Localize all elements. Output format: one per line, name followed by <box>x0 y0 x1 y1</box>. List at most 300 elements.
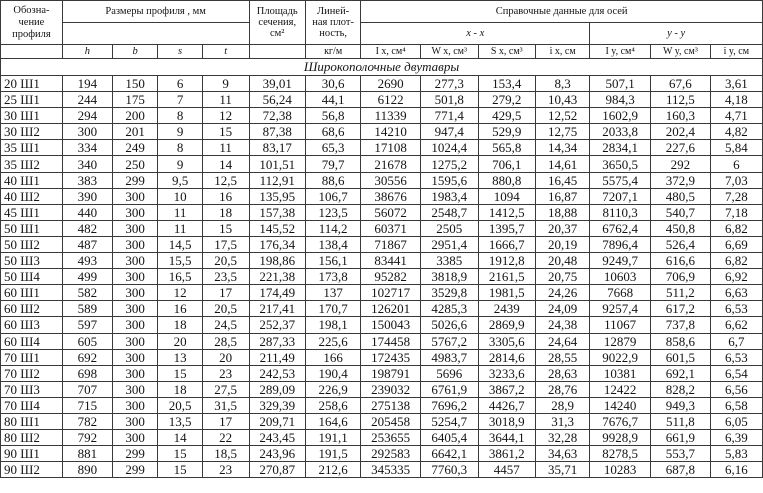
cell-b: 300 <box>112 349 158 365</box>
cell-t: 12 <box>202 108 249 124</box>
cell-Wx: 7696,2 <box>420 397 478 413</box>
cell-Ix: 205458 <box>361 413 421 429</box>
cell-h: 482 <box>62 220 112 236</box>
table-row <box>1 236 763 252</box>
cell-Wy: 706,9 <box>651 269 711 285</box>
cell-Sx: 4457 <box>478 462 536 478</box>
cell-s: 11 <box>158 220 202 236</box>
cell-Wy: 692,1 <box>651 365 711 381</box>
cell-Sx: 1412,5 <box>478 204 536 220</box>
header-Iy: I y, см⁴ <box>590 45 651 59</box>
table-row <box>1 365 763 381</box>
cell-Wy: 67,6 <box>651 76 711 92</box>
cell-h: 698 <box>62 365 112 381</box>
cell-h: 383 <box>62 172 112 188</box>
cell-name: 50 Ш3 <box>1 253 63 269</box>
cell-Sx: 1094 <box>478 188 536 204</box>
cell-Sx: 529,9 <box>478 124 536 140</box>
cell-t: 11 <box>202 92 249 108</box>
cell-name: 60 Ш1 <box>1 285 63 301</box>
cell-Iy: 984,3 <box>590 92 651 108</box>
cell-A: 145,52 <box>249 220 305 236</box>
cell-name: 50 Ш2 <box>1 236 63 252</box>
header-designation-text: Обозна- чение профиля <box>12 4 51 40</box>
cell-A: 101,51 <box>249 156 305 172</box>
cell-Sx: 2439 <box>478 301 536 317</box>
cell-Sx: 279,2 <box>478 92 536 108</box>
table-row <box>1 172 763 188</box>
cell-Sx: 3861,2 <box>478 446 536 462</box>
cell-Iy: 6762,4 <box>590 220 651 236</box>
cell-name: 25 Ш1 <box>1 92 63 108</box>
table-row <box>1 430 763 446</box>
table-row <box>1 317 763 333</box>
cell-Wx: 2951,4 <box>420 236 478 252</box>
table-row <box>1 413 763 429</box>
cell-b: 200 <box>112 108 158 124</box>
cell-ix: 16,45 <box>536 172 590 188</box>
table-row <box>1 285 763 301</box>
cell-Ix: 275138 <box>361 397 421 413</box>
header-axis-xx-text: x - x <box>466 28 485 39</box>
cell-Sx: 706,1 <box>478 156 536 172</box>
cell-Wy: 480,5 <box>651 188 711 204</box>
cell-A: 243,96 <box>249 446 305 462</box>
cell-Iy: 9257,4 <box>590 301 651 317</box>
cell-m: 30,6 <box>305 76 360 92</box>
table-row <box>1 92 763 108</box>
cell-s: 7 <box>158 92 202 108</box>
cell-ix: 28,9 <box>536 397 590 413</box>
cell-Ix: 60371 <box>361 220 421 236</box>
cell-name: 40 Ш1 <box>1 172 63 188</box>
cell-iy: 6,7 <box>710 333 762 349</box>
header-area-text: Площадь сечения, см² <box>256 6 298 39</box>
header-density-unit: кг/м <box>305 45 360 59</box>
cell-Wy: 526,4 <box>651 236 711 252</box>
cell-t: 15 <box>202 220 249 236</box>
cell-s: 9 <box>158 124 202 140</box>
cell-h: 244 <box>62 92 112 108</box>
cell-m: 258,6 <box>305 397 360 413</box>
cell-A: 135,95 <box>249 188 305 204</box>
cell-b: 300 <box>112 285 158 301</box>
cell-ix: 10,43 <box>536 92 590 108</box>
cell-Sx: 3305,6 <box>478 333 536 349</box>
cell-A: 287,33 <box>249 333 305 349</box>
cell-Wx: 277,3 <box>420 76 478 92</box>
cell-m: 173,8 <box>305 269 360 285</box>
cell-m: 56,8 <box>305 108 360 124</box>
cell-Ix: 198791 <box>361 365 421 381</box>
cell-ix: 8,3 <box>536 76 590 92</box>
cell-Wx: 6405,4 <box>420 430 478 446</box>
cell-Sx: 880,8 <box>478 172 536 188</box>
table-row <box>1 397 763 413</box>
header-axis-xx <box>361 23 590 45</box>
cell-Wx: 3818,9 <box>420 269 478 285</box>
header-area-bottom <box>249 45 305 59</box>
table-row <box>1 253 763 269</box>
cell-Sx: 3018,9 <box>478 413 536 429</box>
cell-Iy: 2834,1 <box>590 140 651 156</box>
cell-b: 150 <box>112 76 158 92</box>
header-linear-density <box>305 1 360 45</box>
cell-Wy: 737,8 <box>651 317 711 333</box>
cell-h: 334 <box>62 140 112 156</box>
cell-Sx: 3867,2 <box>478 381 536 397</box>
cell-Iy: 3650,5 <box>590 156 651 172</box>
cell-Wy: 511,2 <box>651 285 711 301</box>
cell-m: 68,6 <box>305 124 360 140</box>
cell-Sx: 2869,9 <box>478 317 536 333</box>
cell-Ix: 6122 <box>361 92 421 108</box>
table-row <box>1 381 763 397</box>
table-row <box>1 124 763 140</box>
cell-b: 300 <box>112 204 158 220</box>
cell-h: 487 <box>62 236 112 252</box>
cell-t: 27,5 <box>202 381 249 397</box>
cell-s: 6 <box>158 76 202 92</box>
cell-A: 243,45 <box>249 430 305 446</box>
cell-Ix: 253655 <box>361 430 421 446</box>
cell-s: 15 <box>158 446 202 462</box>
cell-Ix: 83441 <box>361 253 421 269</box>
cell-Wy: 828,2 <box>651 381 711 397</box>
cell-Wx: 2548,7 <box>420 204 478 220</box>
cell-b: 299 <box>112 462 158 478</box>
cell-Iy: 1602,9 <box>590 108 651 124</box>
cell-name: 30 Ш2 <box>1 124 63 140</box>
header-axis-yy <box>590 23 763 45</box>
cell-b: 300 <box>112 220 158 236</box>
cell-m: 170,7 <box>305 301 360 317</box>
cell-Wy: 112,5 <box>651 92 711 108</box>
cell-name: 50 Ш4 <box>1 269 63 285</box>
table-row <box>1 76 763 92</box>
table-row <box>1 140 763 156</box>
cell-m: 44,1 <box>305 92 360 108</box>
cell-h: 605 <box>62 333 112 349</box>
header-dimensions <box>62 1 249 23</box>
cell-s: 8 <box>158 108 202 124</box>
cell-Wx: 6761,9 <box>420 381 478 397</box>
cell-m: 88,6 <box>305 172 360 188</box>
cell-m: 198,1 <box>305 317 360 333</box>
cell-s: 16 <box>158 301 202 317</box>
cell-iy: 4,18 <box>710 92 762 108</box>
cell-m: 137 <box>305 285 360 301</box>
cell-s: 13,5 <box>158 413 202 429</box>
table-row <box>1 333 763 349</box>
cell-Wy: 372,9 <box>651 172 711 188</box>
cell-t: 17 <box>202 413 249 429</box>
table-row <box>1 301 763 317</box>
cell-iy: 5,83 <box>710 446 762 462</box>
cell-t: 11 <box>202 140 249 156</box>
cell-b: 300 <box>112 317 158 333</box>
cell-iy: 7,18 <box>710 204 762 220</box>
cell-b: 300 <box>112 381 158 397</box>
cell-m: 166 <box>305 349 360 365</box>
cell-Iy: 10603 <box>590 269 651 285</box>
cell-m: 106,7 <box>305 188 360 204</box>
cell-iy: 6,63 <box>710 285 762 301</box>
cell-Iy: 7896,4 <box>590 236 651 252</box>
cell-t: 23,5 <box>202 269 249 285</box>
cell-b: 300 <box>112 236 158 252</box>
cell-Iy: 7668 <box>590 285 651 301</box>
cell-iy: 6,82 <box>710 220 762 236</box>
cell-s: 15 <box>158 462 202 478</box>
cell-b: 249 <box>112 140 158 156</box>
cell-h: 294 <box>62 108 112 124</box>
header-reference-data <box>361 1 763 23</box>
cell-Ix: 102717 <box>361 285 421 301</box>
cell-A: 252,37 <box>249 317 305 333</box>
cell-ix: 24,64 <box>536 333 590 349</box>
cell-ix: 16,87 <box>536 188 590 204</box>
cell-b: 300 <box>112 253 158 269</box>
cell-t: 23 <box>202 462 249 478</box>
cell-Sx: 565,8 <box>478 140 536 156</box>
cell-s: 12 <box>158 285 202 301</box>
cell-ix: 24,38 <box>536 317 590 333</box>
cell-Wx: 1275,2 <box>420 156 478 172</box>
cell-Wy: 511,8 <box>651 413 711 429</box>
cell-Ix: 292583 <box>361 446 421 462</box>
cell-iy: 7,03 <box>710 172 762 188</box>
header-Wx: W x, см³ <box>420 45 478 59</box>
table-row <box>1 462 763 478</box>
cell-h: 692 <box>62 349 112 365</box>
cell-iy: 6,82 <box>710 253 762 269</box>
cell-name: 70 Ш3 <box>1 381 63 397</box>
cell-name: 20 Ш1 <box>1 76 63 92</box>
cell-Iy: 11067 <box>590 317 651 333</box>
cell-t: 9 <box>202 76 249 92</box>
cell-h: 597 <box>62 317 112 333</box>
cell-iy: 5,84 <box>710 140 762 156</box>
cell-Ix: 14210 <box>361 124 421 140</box>
cell-Iy: 9249,7 <box>590 253 651 269</box>
cell-t: 22 <box>202 430 249 446</box>
cell-t: 28,5 <box>202 333 249 349</box>
header-Sx: S x, см³ <box>478 45 536 59</box>
cell-Wx: 4983,7 <box>420 349 478 365</box>
cell-A: 211,49 <box>249 349 305 365</box>
cell-ix: 20,19 <box>536 236 590 252</box>
cell-t: 31,5 <box>202 397 249 413</box>
cell-Ix: 38676 <box>361 188 421 204</box>
table-body <box>1 59 763 478</box>
header-t: t <box>202 45 249 59</box>
cell-name: 35 Ш2 <box>1 156 63 172</box>
cell-ix: 24,26 <box>536 285 590 301</box>
cell-s: 15 <box>158 365 202 381</box>
cell-Wy: 553,7 <box>651 446 711 462</box>
cell-Iy: 10283 <box>590 462 651 478</box>
header-linear-density-text: Линей- ная плот- ность, <box>312 6 355 39</box>
cell-h: 881 <box>62 446 112 462</box>
cell-Wx: 6642,1 <box>420 446 478 462</box>
cell-Wy: 540,7 <box>651 204 711 220</box>
cell-Iy: 14240 <box>590 397 651 413</box>
cell-m: 190,4 <box>305 365 360 381</box>
cell-h: 890 <box>62 462 112 478</box>
cell-Ix: 71867 <box>361 236 421 252</box>
table-row <box>1 269 763 285</box>
cell-Iy: 8278,5 <box>590 446 651 462</box>
cell-A: 217,41 <box>249 301 305 317</box>
cell-Sx: 3233,6 <box>478 365 536 381</box>
cell-A: 329,39 <box>249 397 305 413</box>
cell-iy: 6,58 <box>710 397 762 413</box>
cell-A: 209,71 <box>249 413 305 429</box>
cell-s: 13 <box>158 349 202 365</box>
cell-A: 87,38 <box>249 124 305 140</box>
cell-b: 300 <box>112 397 158 413</box>
cell-Ix: 17108 <box>361 140 421 156</box>
cell-Wy: 601,5 <box>651 349 711 365</box>
cell-b: 300 <box>112 333 158 349</box>
cell-m: 79,7 <box>305 156 360 172</box>
cell-name: 40 Ш2 <box>1 188 63 204</box>
cell-A: 72,38 <box>249 108 305 124</box>
cell-Sx: 1666,7 <box>478 236 536 252</box>
table-row <box>1 156 763 172</box>
cell-b: 300 <box>112 430 158 446</box>
cell-Ix: 126201 <box>361 301 421 317</box>
cell-iy: 6,53 <box>710 301 762 317</box>
header-Ix: I x, см⁴ <box>361 45 421 59</box>
cell-s: 9,5 <box>158 172 202 188</box>
cell-s: 20 <box>158 333 202 349</box>
cell-Wy: 617,2 <box>651 301 711 317</box>
cell-iy: 6,56 <box>710 381 762 397</box>
cell-Ix: 11339 <box>361 108 421 124</box>
cell-iy: 6,92 <box>710 269 762 285</box>
cell-b: 299 <box>112 172 158 188</box>
cell-m: 156,1 <box>305 253 360 269</box>
cell-iy: 6,53 <box>710 349 762 365</box>
cell-iy: 6,05 <box>710 413 762 429</box>
cell-Wx: 5767,2 <box>420 333 478 349</box>
cell-b: 250 <box>112 156 158 172</box>
cell-Sx: 2161,5 <box>478 269 536 285</box>
cell-Iy: 7676,7 <box>590 413 651 429</box>
cell-Sx: 1981,5 <box>478 285 536 301</box>
cell-name: 80 Ш2 <box>1 430 63 446</box>
cell-ix: 12,52 <box>536 108 590 124</box>
cell-iy: 7,28 <box>710 188 762 204</box>
cell-Wx: 5254,7 <box>420 413 478 429</box>
cell-A: 270,87 <box>249 462 305 478</box>
cell-t: 17 <box>202 285 249 301</box>
cell-iy: 3,61 <box>710 76 762 92</box>
cell-Wx: 947,4 <box>420 124 478 140</box>
cell-m: 225,6 <box>305 333 360 349</box>
header-reference-text: Справочные данные для осей <box>495 6 628 17</box>
cell-Iy: 7207,1 <box>590 188 651 204</box>
cell-Wx: 1024,4 <box>420 140 478 156</box>
table-row <box>1 188 763 204</box>
table-row <box>1 108 763 124</box>
cell-m: 138,4 <box>305 236 360 252</box>
header-Wy: W y, см³ <box>651 45 711 59</box>
cell-m: 226,9 <box>305 381 360 397</box>
cell-A: 112,91 <box>249 172 305 188</box>
cell-Wx: 771,4 <box>420 108 478 124</box>
cell-Wx: 5026,6 <box>420 317 478 333</box>
cell-Sx: 153,4 <box>478 76 536 92</box>
cell-Wx: 501,8 <box>420 92 478 108</box>
cell-Wx: 4285,3 <box>420 301 478 317</box>
cell-A: 221,38 <box>249 269 305 285</box>
cell-Iy: 2033,8 <box>590 124 651 140</box>
cell-Wy: 858,6 <box>651 333 711 349</box>
cell-iy: 6 <box>710 156 762 172</box>
cell-A: 56,24 <box>249 92 305 108</box>
cell-b: 300 <box>112 413 158 429</box>
cell-Wx: 3529,8 <box>420 285 478 301</box>
cell-ix: 12,75 <box>536 124 590 140</box>
cell-s: 14,5 <box>158 236 202 252</box>
header-designation <box>1 1 63 45</box>
cell-Sx: 3644,1 <box>478 430 536 446</box>
cell-Wx: 2505 <box>420 220 478 236</box>
cell-name: 70 Ш2 <box>1 365 63 381</box>
cell-t: 12,5 <box>202 172 249 188</box>
cell-ix: 14,34 <box>536 140 590 156</box>
header-s: s <box>158 45 202 59</box>
cell-Iy: 9022,9 <box>590 349 651 365</box>
cell-h: 792 <box>62 430 112 446</box>
cell-h: 440 <box>62 204 112 220</box>
cell-s: 18 <box>158 381 202 397</box>
cell-m: 191,5 <box>305 446 360 462</box>
cell-h: 300 <box>62 124 112 140</box>
cell-b: 175 <box>112 92 158 108</box>
cell-s: 16,5 <box>158 269 202 285</box>
cell-A: 198,86 <box>249 253 305 269</box>
cell-m: 212,6 <box>305 462 360 478</box>
cell-iy: 6,62 <box>710 317 762 333</box>
cell-Wy: 160,3 <box>651 108 711 124</box>
cell-iy: 6,69 <box>710 236 762 252</box>
cell-Ix: 21678 <box>361 156 421 172</box>
cell-m: 114,2 <box>305 220 360 236</box>
cell-name: 35 Ш1 <box>1 140 63 156</box>
cell-b: 300 <box>112 301 158 317</box>
cell-Wy: 949,3 <box>651 397 711 413</box>
cell-Iy: 8110,3 <box>590 204 651 220</box>
cell-t: 14 <box>202 156 249 172</box>
cell-ix: 28,55 <box>536 349 590 365</box>
cell-h: 715 <box>62 397 112 413</box>
header-axis-yy-text: y - y <box>667 28 686 39</box>
cell-b: 299 <box>112 446 158 462</box>
cell-name: 30 Ш1 <box>1 108 63 124</box>
header-b: b <box>112 45 158 59</box>
cell-Iy: 9928,9 <box>590 430 651 446</box>
cell-A: 289,09 <box>249 381 305 397</box>
cell-t: 20 <box>202 349 249 365</box>
cell-Ix: 150043 <box>361 317 421 333</box>
cell-t: 20,5 <box>202 253 249 269</box>
table-row <box>1 204 763 220</box>
cell-name: 60 Ш3 <box>1 317 63 333</box>
